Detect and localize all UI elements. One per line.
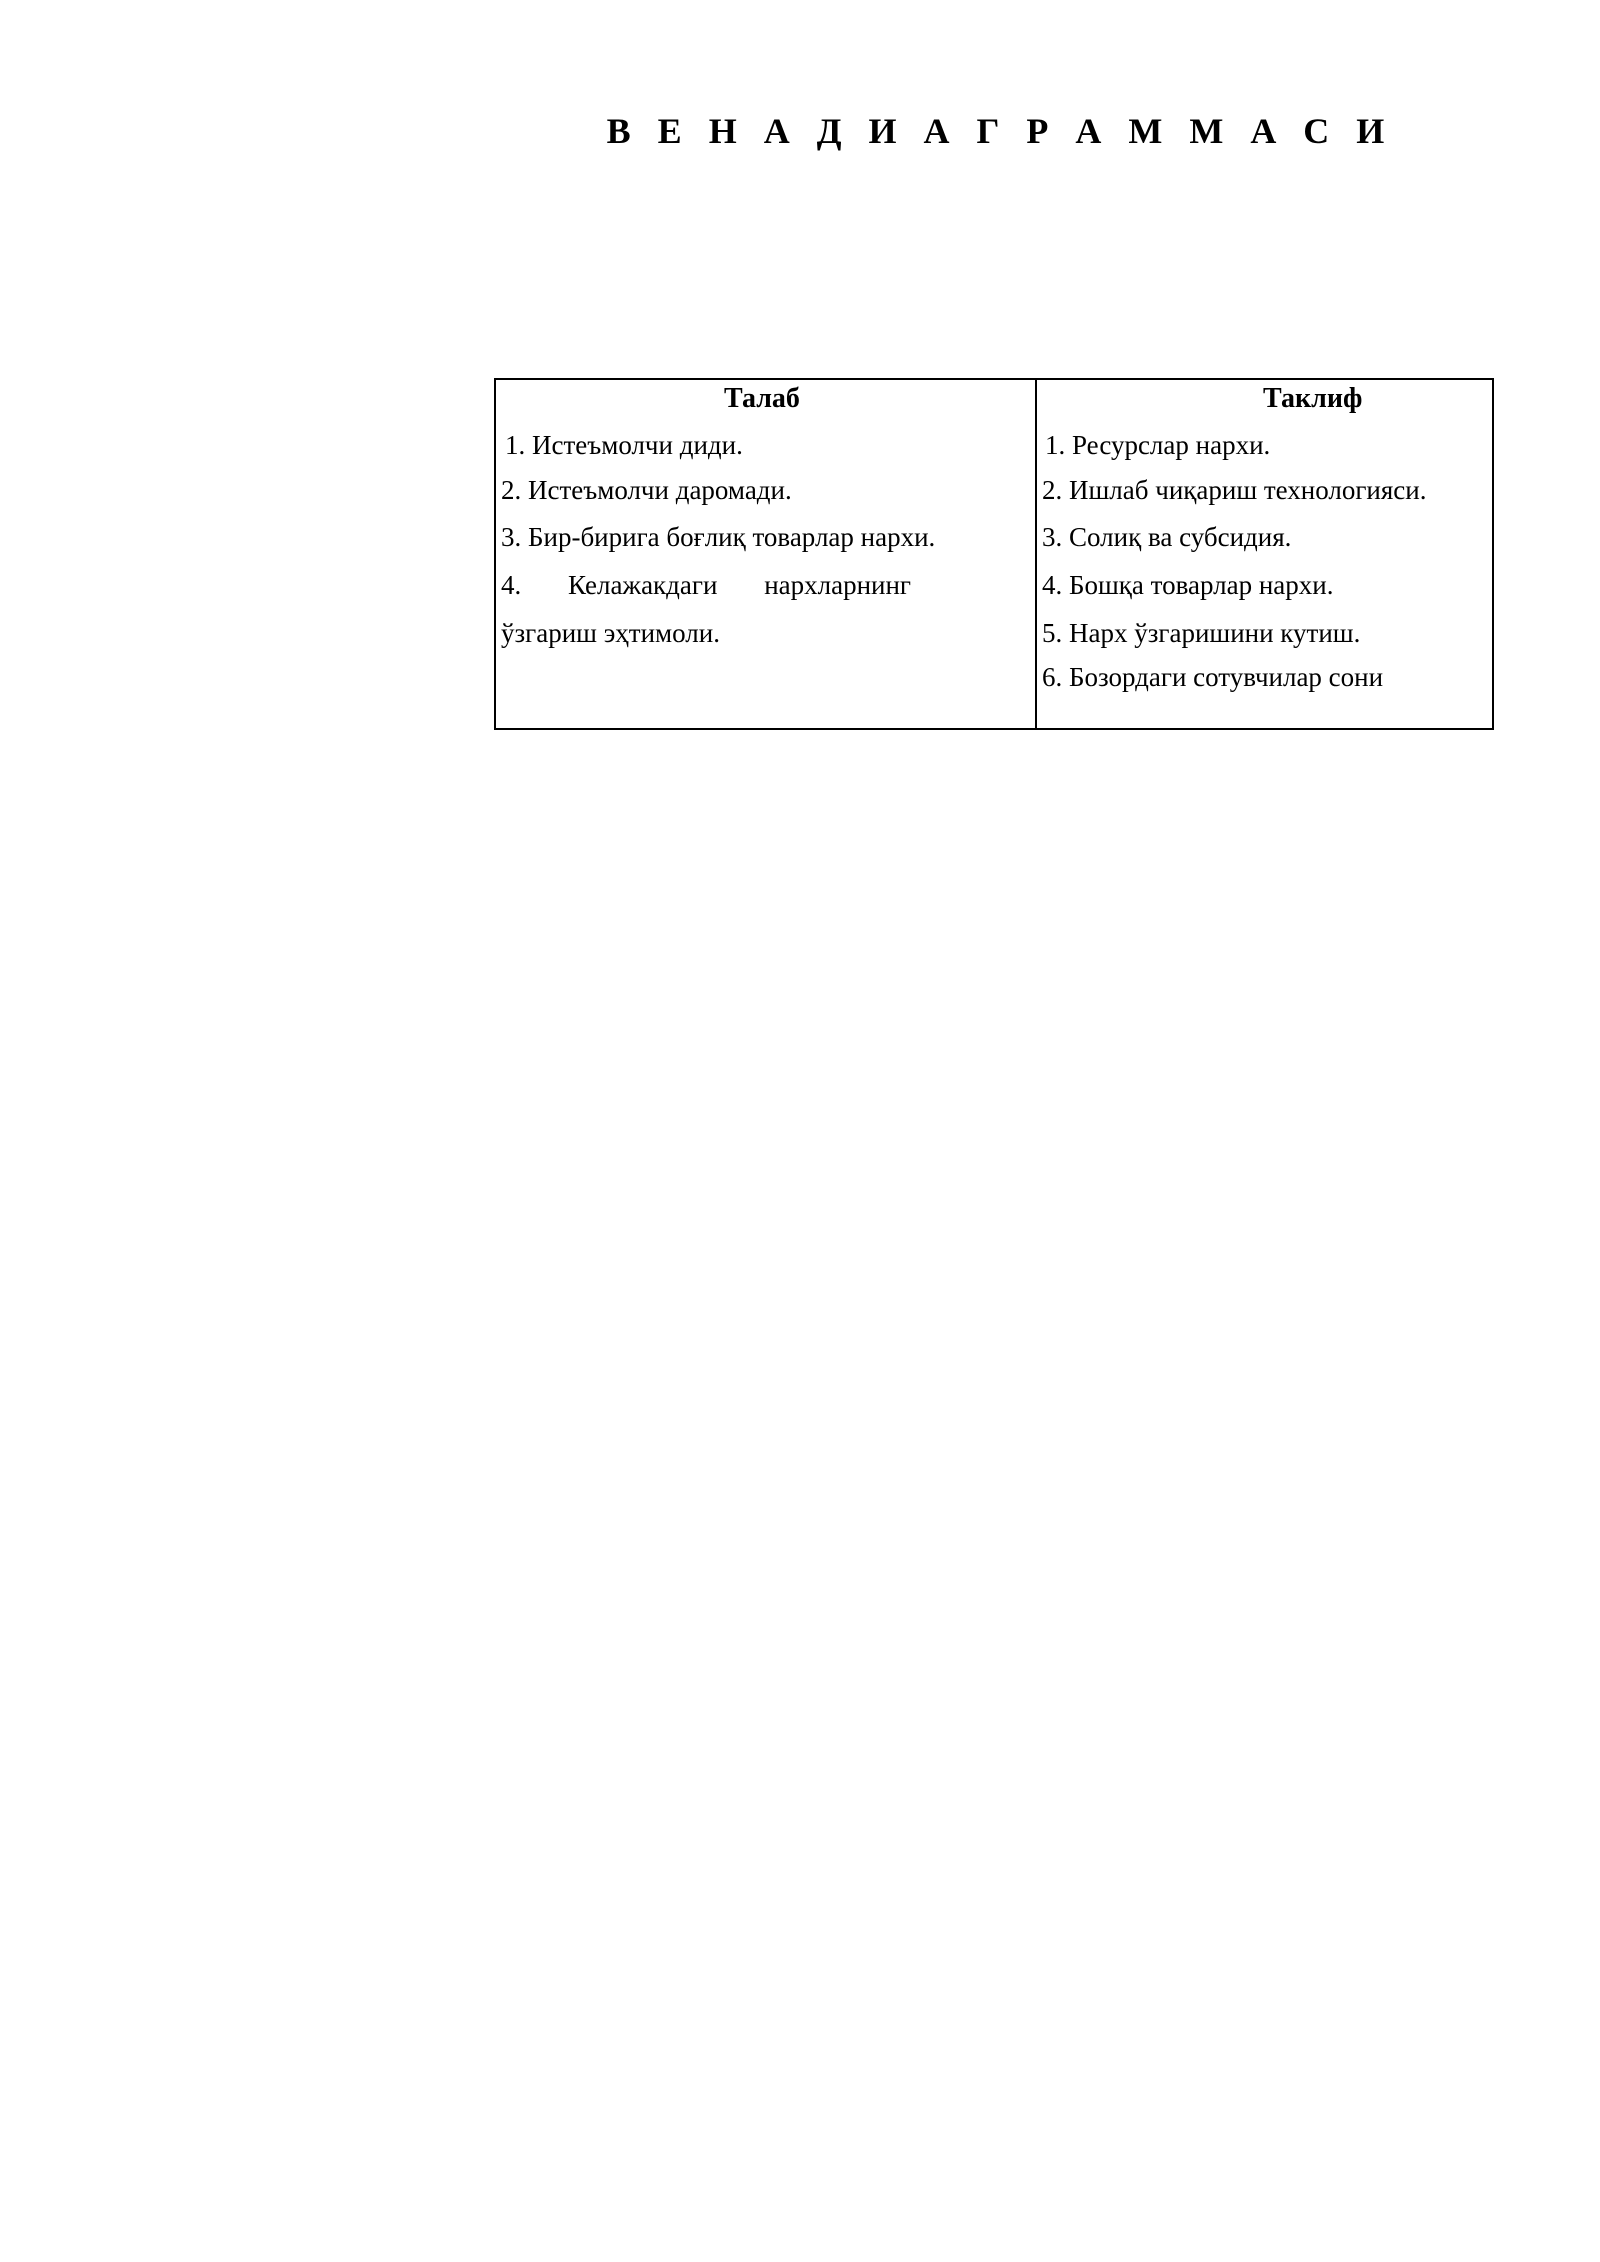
demand-item-4 xyxy=(501,568,911,602)
demand-item-4-word-2: нархларнинг xyxy=(764,570,911,600)
demand-column xyxy=(496,380,1037,728)
demand-item-4-word-1: Келажакдаги xyxy=(568,570,718,600)
supply-item-6: 6. Бозордаги сотувчилар сони xyxy=(1042,662,1384,692)
supply-column xyxy=(1037,380,1492,728)
supply-item-5: 5. Нарх ўзгаришини кутиш. xyxy=(1042,618,1361,648)
page-title: В Е Н А Д И А Г Р А М М А С И xyxy=(606,111,1394,151)
demand-item-2: 2. Истеъмолчи даромади. xyxy=(501,475,792,505)
venn-comparison-table xyxy=(494,378,1494,730)
supply-header: Таклиф xyxy=(1263,383,1363,414)
demand-item-4-number: 4. xyxy=(501,570,522,600)
demand-header: Талаб xyxy=(724,383,800,414)
supply-item-2: 2. Ишлаб чиқариш технологияси. xyxy=(1042,475,1427,505)
supply-item-4: 4. Бошқа товарлар нархи. xyxy=(1042,570,1334,600)
supply-item-3: 3. Солиқ ва субсидия. xyxy=(1042,522,1292,552)
demand-item-4-continuation: ўзгариш эҳтимоли. xyxy=(501,618,720,648)
supply-item-1: 1. Ресурслар нархи. xyxy=(1045,430,1271,460)
demand-item-3: 3. Бир-бирига боғлиқ товарлар нархи. xyxy=(501,522,936,552)
demand-item-1: 1. Истеъмолчи диди. xyxy=(505,430,743,460)
